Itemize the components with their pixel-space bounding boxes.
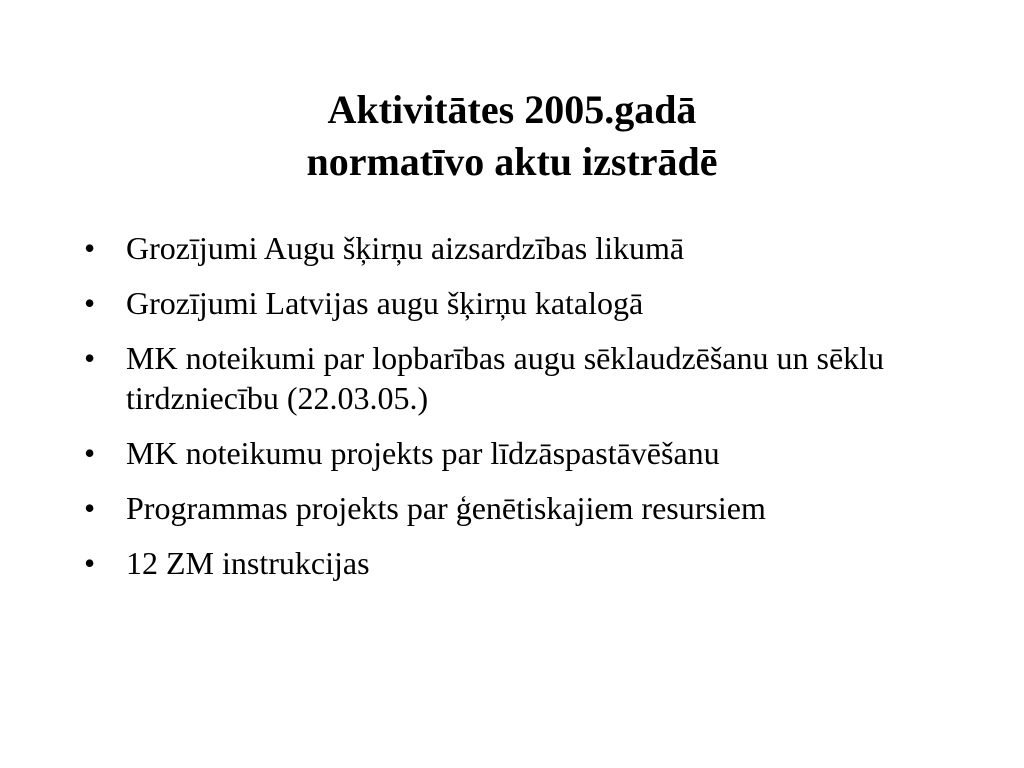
bullet-item (84, 283, 964, 323)
bullet-item (84, 488, 964, 528)
bullet-list (84, 228, 964, 598)
bullet-item (84, 433, 964, 473)
slide-title (0, 84, 1024, 188)
title-line-1: Aktivitātes 2005.gadā (327, 87, 697, 132)
bullet-icon: • (84, 230, 96, 266)
bullet-text: Programmas projekts par ģenētiskajiem resursiem (126, 490, 766, 526)
bullet-text: Grozījumi Latvijas augu šķirņu katalogā (126, 285, 644, 321)
title-line-2: normatīvo aktu izstrādē (306, 139, 718, 184)
bullet-icon: • (84, 545, 96, 581)
bullet-icon: • (84, 340, 96, 376)
bullet-text: MK noteikumi par lopbarības augu sēklaudzēšanu un sēklu tirdzniecību (22.03.05.) (126, 340, 885, 416)
bullet-icon: • (84, 285, 96, 321)
bullet-item (84, 228, 964, 268)
bullet-icon: • (84, 435, 96, 471)
bullet-icon: • (84, 490, 96, 526)
bullet-text: MK noteikumu projekts par līdzāspastāvēšanu (126, 435, 720, 471)
bullet-item (84, 338, 964, 418)
bullet-item (84, 543, 964, 583)
bullet-text: Grozījumi Augu šķirņu aizsardzības likumā (126, 230, 685, 266)
bullet-text: 12 ZM instrukcijas (126, 545, 370, 581)
